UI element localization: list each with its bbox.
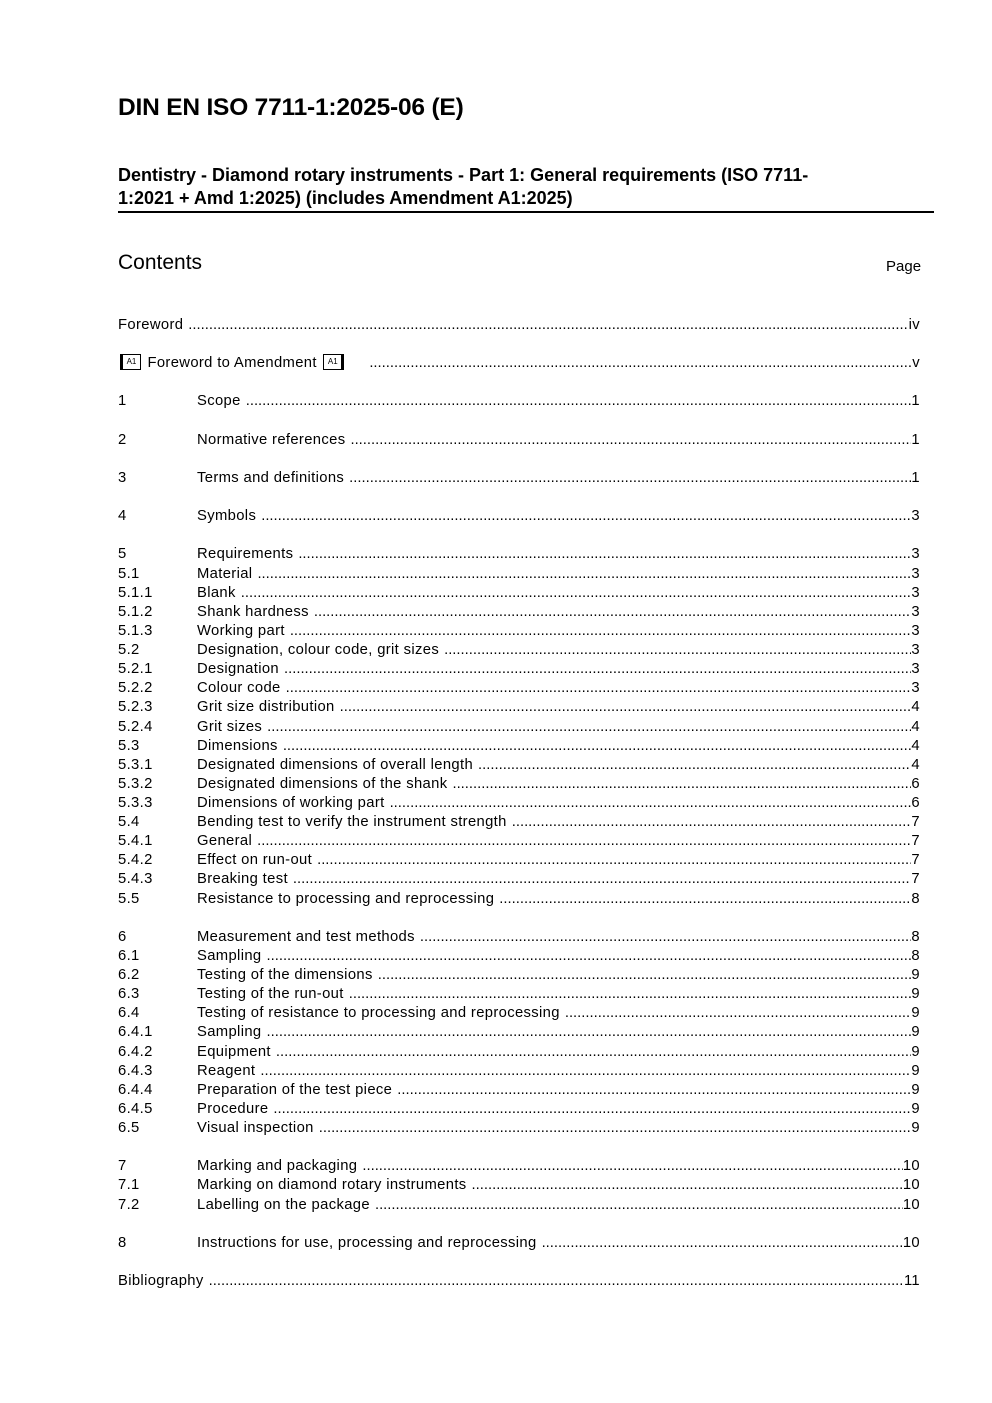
toc-dot-leader — [349, 985, 912, 1004]
toc-entry-page: 10 — [902, 1234, 920, 1251]
toc-entry-page: 9 — [911, 1005, 920, 1022]
contents-heading: Contents — [118, 251, 203, 274]
toc-entry-title: Testing of the dimensions — [197, 967, 373, 984]
toc-entry-title: Bibliography — [118, 1273, 204, 1289]
toc-entry-number: 6.2 — [118, 967, 140, 984]
toc-entry-number: 5.5 — [118, 890, 140, 907]
toc-entry-page: v — [912, 355, 920, 372]
toc-entry[interactable] — [118, 947, 920, 966]
toc-entry[interactable] — [118, 1234, 920, 1253]
toc-entry-title: Dimensions of working part — [197, 795, 385, 811]
toc-dot-leader — [209, 1272, 904, 1291]
toc-entry[interactable] — [118, 832, 920, 851]
toc-entry-title: Preparation of the test piece — [197, 1081, 393, 1098]
document-title: DIN EN ISO 7711-1:2025-06 (E) — [118, 94, 464, 121]
toc-entry-title: Sampling — [197, 1024, 262, 1041]
toc-entry-title: Testing of resistance to processing and reprocessing — [197, 1005, 560, 1022]
toc-entry[interactable] — [118, 584, 920, 603]
toc-entry-page: 6 — [911, 795, 920, 811]
toc-dot-leader — [284, 660, 911, 679]
toc-entry-number: 1 — [118, 393, 127, 410]
toc-dot-leader — [444, 641, 911, 660]
toc-entry[interactable] — [118, 622, 920, 641]
toc-entry-number: 8 — [118, 1234, 127, 1251]
toc-entry[interactable] — [118, 545, 920, 564]
toc-entry-title: Grit sizes — [197, 718, 263, 735]
toc-entry-title: Testing of the run-out — [197, 986, 344, 1003]
toc-dot-leader — [390, 794, 912, 813]
toc-entry-number: 5.3.3 — [118, 795, 153, 811]
toc-entry-title: Equipment — [197, 1043, 271, 1060]
toc-dot-leader — [246, 392, 912, 411]
toc-entry-page: 3 — [911, 546, 920, 563]
toc-entry[interactable] — [118, 603, 920, 622]
toc-entry[interactable] — [118, 641, 920, 660]
toc-dot-leader — [565, 1004, 912, 1023]
toc-entry-number: 5.1 — [118, 565, 140, 582]
toc-dot-leader — [350, 431, 911, 450]
toc-entry[interactable] — [118, 1176, 920, 1195]
toc-dot-leader — [267, 718, 911, 737]
document-subtitle — [118, 164, 928, 210]
toc-entry-title: Effect on run-out — [197, 852, 313, 869]
toc-entry-title: Normative references — [197, 431, 346, 448]
toc-entry-number: 6.4.2 — [118, 1043, 153, 1060]
toc-entry-page: 3 — [911, 603, 920, 620]
toc-entry-page: 3 — [911, 661, 920, 678]
toc-entry-number: 5.3.2 — [118, 775, 153, 792]
toc-entry-number: 6.1 — [118, 947, 140, 964]
toc-dot-leader — [257, 832, 911, 851]
toc-dot-leader — [420, 928, 912, 947]
toc-entry[interactable] — [118, 775, 920, 794]
toc-entry-page: 9 — [911, 1062, 920, 1079]
toc-dot-leader — [512, 813, 912, 832]
toc-entry-title: Resistance to processing and reprocessing — [197, 890, 495, 907]
toc-entry-page: 4 — [911, 756, 920, 773]
toc-entry-number: 2 — [118, 431, 127, 448]
toc-entry-number: 4 — [118, 508, 127, 525]
toc-dot-leader — [362, 1157, 902, 1176]
toc-entry-title: Breaking test — [197, 871, 288, 888]
toc-dot-leader — [298, 545, 911, 564]
toc-entry-page: 3 — [911, 622, 920, 639]
toc-entry-number: 6.4 — [118, 1005, 140, 1022]
toc-entry-number: 5.2.2 — [118, 680, 153, 697]
toc-entry[interactable] — [118, 1081, 920, 1100]
toc-entry-title: Designated dimensions of the shank — [197, 775, 448, 792]
toc-entry-page: 1 — [911, 469, 920, 486]
toc-entry-title: Procedure — [197, 1100, 269, 1117]
toc-entry-number: 5.1.2 — [118, 603, 153, 620]
toc-entry-page: 7 — [911, 871, 920, 888]
toc-entry-title: Grit size distribution — [197, 699, 335, 716]
toc-entry-page: 10 — [902, 1177, 920, 1194]
toc-entry-page: 4 — [911, 718, 920, 735]
toc-dot-leader — [375, 1196, 903, 1215]
toc-entry-title: Working part — [197, 622, 285, 639]
toc-entry-page: 4 — [911, 737, 920, 754]
toc-dot-leader — [499, 890, 911, 909]
toc-entry[interactable] — [118, 469, 920, 488]
toc-entry-number: 5.2.1 — [118, 661, 153, 678]
toc-entry[interactable] — [118, 870, 920, 889]
toc-entry-number: 6.3 — [118, 986, 140, 1003]
toc-entry-page: 10 — [902, 1196, 920, 1213]
toc-entry[interactable] — [118, 756, 920, 775]
toc-entry[interactable] — [118, 794, 920, 813]
toc-entry-title: Terms and definitions — [197, 469, 345, 486]
toc-entry[interactable] — [118, 1196, 920, 1215]
toc-entry-title: Marking on diamond rotary instruments — [197, 1177, 467, 1194]
subtitle-line-1: Dentistry - Diamond rotary instruments - Part 1: General requirements (ISO 7711- — [118, 165, 809, 185]
toc-dot-leader — [452, 775, 911, 794]
toc-entry-number: 7.1 — [118, 1177, 140, 1194]
toc-entry[interactable] — [118, 1062, 920, 1081]
toc-entry[interactable] — [118, 737, 920, 756]
toc-dot-leader — [273, 1100, 911, 1119]
subtitle-line-2: 1:2021 + Amd 1:2025) (includes Amendment A1:2025) — [118, 188, 573, 208]
toc-entry[interactable] — [118, 890, 920, 909]
toc-entry-page: 9 — [911, 967, 920, 984]
toc-dot-leader — [241, 584, 912, 603]
toc-dot-leader — [261, 507, 911, 526]
toc-entry[interactable] — [118, 928, 920, 947]
toc-entry-page: 3 — [911, 565, 920, 582]
toc-entry[interactable] — [118, 1100, 920, 1119]
toc-entry-title: Instructions for use, processing and reprocessing — [197, 1234, 537, 1251]
toc-entry-number: 5.4.3 — [118, 871, 153, 888]
toc-entry[interactable] — [118, 316, 920, 335]
toc-entry-page: 9 — [911, 1024, 920, 1041]
toc-entry-page: 1 — [911, 431, 920, 448]
toc-entry-number: 5 — [118, 546, 127, 563]
toc-entry[interactable] — [118, 660, 920, 679]
toc-entry-title: Designated dimensions of overall length — [197, 756, 474, 773]
toc-entry[interactable] — [118, 851, 920, 870]
toc-entry-number: 6.4.5 — [118, 1100, 153, 1117]
toc-entry-page: 9 — [911, 1100, 920, 1117]
toc-entry-page: 1 — [911, 393, 920, 410]
toc-entry-page: iv — [908, 317, 920, 333]
toc-entry-title: Material — [197, 565, 253, 582]
toc-entry[interactable] — [118, 698, 920, 717]
toc-dot-leader — [349, 469, 911, 488]
toc-entry-page: 9 — [911, 1120, 920, 1137]
toc-dot-leader — [340, 698, 912, 717]
toc-dot-leader — [369, 354, 912, 373]
toc-entry-title: Colour code — [197, 680, 281, 697]
toc-entry-number: 5.4.2 — [118, 852, 153, 869]
toc-dot-leader — [314, 603, 912, 622]
toc-entry-number: 7 — [118, 1158, 127, 1175]
toc-entry[interactable] — [118, 1157, 920, 1176]
toc-entry-title: Blank — [197, 584, 236, 601]
toc-entry-number: 6.4.4 — [118, 1081, 153, 1098]
toc-entry[interactable] — [118, 1119, 920, 1138]
toc-dot-leader — [276, 1043, 912, 1062]
toc-dot-leader — [267, 1023, 912, 1042]
toc-dot-leader — [478, 756, 911, 775]
toc-dot-leader — [472, 1176, 903, 1195]
toc-entry[interactable] — [118, 1004, 920, 1023]
toc-entry-page: 6 — [911, 775, 920, 792]
toc-entry-page: 7 — [911, 833, 920, 850]
toc-dot-leader — [283, 737, 912, 756]
toc-entry[interactable] — [118, 679, 920, 698]
toc-entry-title: Symbols — [197, 508, 257, 525]
toc-entry-title: Sampling — [197, 947, 262, 964]
toc-entry-title: Foreword — [118, 317, 184, 333]
toc-entry-number: 3 — [118, 469, 127, 486]
toc-entry-number: 5.2.3 — [118, 699, 153, 716]
toc-entry-page: 9 — [911, 1081, 920, 1098]
toc-entry-title: Scope — [197, 393, 241, 410]
toc-entry-title: Measurement and test methods — [197, 928, 415, 945]
toc-entry[interactable] — [118, 392, 920, 411]
toc-entry-number: 5.1.3 — [118, 622, 153, 639]
title-divider — [118, 211, 934, 213]
toc-entry-page: 8 — [911, 928, 920, 945]
toc-entry-title: Shank hardness — [197, 603, 309, 620]
toc-entry-number: 5.2 — [118, 642, 140, 659]
toc-entry[interactable] — [118, 354, 920, 373]
toc-entry[interactable] — [118, 813, 920, 832]
toc-dot-leader — [286, 679, 912, 698]
toc-dot-leader — [257, 565, 911, 584]
toc-entry-number: 7.2 — [118, 1196, 140, 1213]
amendment-end-marker-icon: A1 — [323, 354, 344, 370]
toc-entry-title: Designation, colour code, grit sizes — [197, 642, 440, 659]
toc-dot-leader — [378, 966, 912, 985]
toc-entry-number: 6.5 — [118, 1120, 140, 1137]
toc-entry-number: 6 — [118, 928, 127, 945]
toc-entry-title — [118, 354, 364, 373]
toc-entry-title: Reagent — [197, 1062, 256, 1079]
toc-entry-title: Bending test to verify the instrument strength — [197, 814, 507, 831]
toc-dot-leader — [293, 870, 911, 889]
amendment-start-marker-icon: A1 — [120, 354, 141, 370]
toc-entry-number: 5.3 — [118, 737, 140, 754]
toc-dot-leader — [267, 947, 912, 966]
toc-entry-number: 5.2.4 — [118, 718, 153, 735]
toc-entry-page: 9 — [911, 1043, 920, 1060]
toc-entry-title: Designation — [197, 661, 279, 678]
toc-entry-number: 5.4.1 — [118, 833, 153, 850]
toc-entry[interactable] — [118, 985, 920, 1004]
toc-entry-page: 3 — [911, 584, 920, 601]
toc-dot-leader — [260, 1062, 911, 1081]
toc-entry-number: 5.1.1 — [118, 584, 153, 601]
toc-entry[interactable] — [118, 1023, 920, 1042]
page-column-heading: Page — [886, 258, 922, 275]
toc-entry-title-text: Foreword to Amendment — [147, 355, 317, 372]
toc-entry-number: 5.4 — [118, 814, 140, 831]
toc-dot-leader — [319, 1119, 912, 1138]
toc-entry-number: 6.4.1 — [118, 1024, 153, 1041]
toc-entry[interactable] — [118, 1272, 920, 1291]
toc-entry[interactable] — [118, 507, 920, 526]
toc-dot-leader — [397, 1081, 911, 1100]
toc-entry-title: Visual inspection — [197, 1120, 314, 1137]
toc-entry-page: 8 — [911, 890, 920, 907]
toc-entry-title: Labelling on the package — [197, 1196, 370, 1213]
toc-entry[interactable] — [118, 565, 920, 584]
toc-entry[interactable] — [118, 966, 920, 985]
toc-entry[interactable] — [118, 718, 920, 737]
toc-entry-page: 4 — [911, 699, 920, 716]
toc-dot-leader — [542, 1234, 903, 1253]
toc-entry-title: Dimensions — [197, 737, 278, 754]
toc-entry[interactable] — [118, 1043, 920, 1062]
toc-entry-page: 3 — [911, 680, 920, 697]
toc-entry-page: 3 — [911, 642, 920, 659]
toc-dot-leader — [290, 622, 912, 641]
toc-entry-title: Requirements — [197, 546, 294, 563]
toc-entry-page: 8 — [911, 947, 920, 964]
toc-entry[interactable] — [118, 431, 920, 450]
toc-dot-leader — [317, 851, 911, 870]
toc-entry-number: 5.3.1 — [118, 756, 153, 773]
toc-entry-page: 10 — [902, 1158, 920, 1175]
toc-entry-page: 3 — [911, 508, 920, 525]
toc-entry-title: General — [197, 833, 253, 850]
toc-entry-page: 11 — [903, 1273, 920, 1289]
toc-entry-page: 9 — [911, 986, 920, 1003]
toc-entry-page: 7 — [911, 814, 920, 831]
toc-dot-leader — [188, 316, 908, 335]
toc-entry-page: 7 — [911, 852, 920, 869]
toc-entry-title: Marking and packaging — [197, 1158, 358, 1175]
toc-entry-number: 6.4.3 — [118, 1062, 153, 1079]
